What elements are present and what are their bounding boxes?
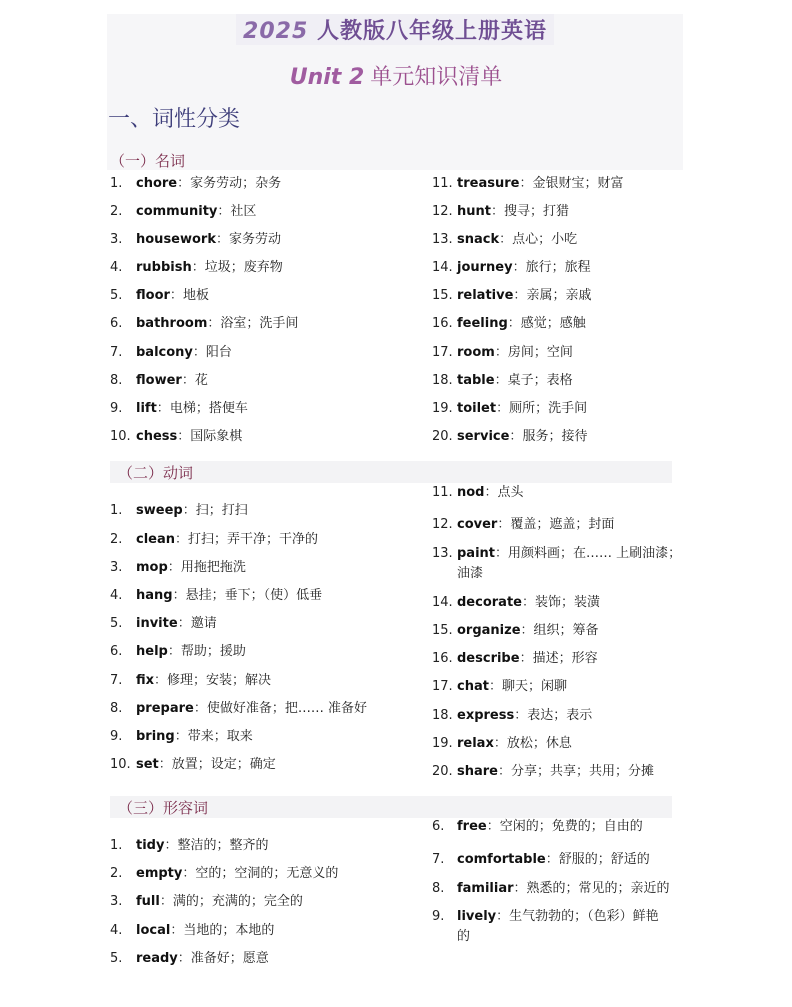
- item-number: 9.: [110, 401, 123, 416]
- item-number: 9.: [432, 909, 445, 924]
- english-word: share: [457, 764, 498, 779]
- vocab-item: [432, 258, 591, 278]
- separator: ：: [192, 345, 206, 360]
- document-title: [236, 14, 554, 45]
- chinese-meaning: 放置；设定；确定: [171, 757, 276, 772]
- english-word: mop: [136, 560, 168, 575]
- english-word: bring: [136, 729, 175, 744]
- chinese-meaning: 分享；共享；共用；分摊: [511, 764, 655, 779]
- item-number: 12.: [432, 204, 453, 219]
- vocab-item: [110, 614, 217, 634]
- chinese-meaning: 电梯；搭便车: [169, 401, 248, 416]
- separator: ：: [484, 485, 498, 500]
- chinese-meaning: 浴室；洗手间: [220, 316, 299, 331]
- item-number: 14.: [432, 595, 453, 610]
- english-word: hang: [136, 588, 173, 603]
- english-word: lift: [136, 401, 157, 416]
- english-word: paint: [457, 546, 496, 561]
- english-word: room: [457, 345, 495, 360]
- vocab-item: [432, 202, 569, 222]
- item-number: 4.: [110, 260, 123, 275]
- chinese-meaning: 厕所；洗手间: [509, 401, 588, 416]
- verbs-heading: （二）动词: [118, 464, 194, 482]
- chinese-meaning: 房间；空间: [507, 345, 573, 360]
- chinese-meaning: 搜寻；打猎: [504, 204, 570, 219]
- separator: ：: [216, 232, 230, 247]
- chinese-meaning: 旅行；旅程: [525, 260, 591, 275]
- item-number: 11.: [432, 485, 453, 500]
- english-word: feeling: [457, 316, 508, 331]
- chinese-meaning: 家务劳动: [229, 232, 282, 247]
- adjectives-heading: （三）形容词: [118, 799, 209, 817]
- separator: ：: [512, 260, 526, 275]
- chinese-meaning: 放松；休息: [506, 736, 572, 751]
- english-word: nod: [457, 485, 485, 500]
- meaning-continuation: 的: [457, 929, 471, 944]
- english-word: floor: [136, 288, 170, 303]
- item-number: 14.: [432, 260, 453, 275]
- vocab-item: [432, 371, 573, 391]
- chinese-meaning: 用拖把拖洗: [180, 560, 246, 575]
- item-number: 8.: [110, 373, 123, 388]
- section-heading: 一、词性分类: [108, 107, 241, 132]
- vocab-item: [432, 677, 567, 697]
- english-word: community: [136, 204, 218, 219]
- unit-label: Unit 2: [289, 65, 365, 90]
- vocab-item: [110, 586, 322, 606]
- document-subtitle: [276, 60, 516, 91]
- vocab-item: [110, 530, 318, 550]
- english-word: invite: [136, 616, 178, 631]
- subtitle-text: 单元知识清单: [370, 65, 503, 90]
- vocab-item: [110, 558, 246, 578]
- item-number: 15.: [432, 623, 453, 638]
- meaning-continuation: 油漆: [457, 566, 484, 581]
- english-word: organize: [457, 623, 521, 638]
- vocab-item: [432, 544, 681, 564]
- vocab-item: [432, 762, 654, 782]
- english-word: fix: [136, 673, 155, 688]
- vocab-item: [110, 202, 256, 222]
- english-word: familiar: [457, 881, 514, 896]
- english-word: chore: [136, 176, 178, 191]
- english-word: ready: [136, 951, 178, 966]
- english-word: rubbish: [136, 260, 192, 275]
- chinese-meaning: 整洁的；整齐的: [177, 838, 269, 853]
- item-number: 5.: [110, 288, 123, 303]
- english-word: chat: [457, 679, 489, 694]
- separator: ：: [520, 623, 534, 638]
- item-number: 6.: [110, 644, 123, 659]
- item-number: 3.: [110, 894, 123, 909]
- item-number: 7.: [110, 673, 123, 688]
- separator: ：: [509, 429, 523, 444]
- item-number: 16.: [432, 316, 453, 331]
- vocab-item: [432, 621, 599, 641]
- chinese-meaning: 家务劳动；杂务: [190, 176, 282, 191]
- vocab-item: [432, 174, 623, 194]
- vocab-item: [110, 642, 246, 662]
- vocab-item: [110, 699, 367, 719]
- separator: ：: [158, 757, 172, 772]
- item-number: 1.: [110, 503, 123, 518]
- separator: ：: [494, 345, 508, 360]
- english-word: relax: [457, 736, 494, 751]
- vocab-item: [432, 907, 659, 927]
- chinese-meaning: 金银财宝；财富: [532, 176, 624, 191]
- vocab-item: [110, 174, 281, 194]
- chinese-meaning: 社区: [230, 204, 257, 219]
- english-word: prepare: [136, 701, 194, 716]
- item-number: 7.: [110, 345, 123, 360]
- vocab-item: [432, 515, 614, 535]
- item-number: 6.: [110, 316, 123, 331]
- separator: ：: [507, 316, 521, 331]
- separator: ：: [493, 736, 507, 751]
- english-word: comfortable: [457, 852, 546, 867]
- separator: ：: [513, 288, 527, 303]
- english-word: set: [136, 757, 159, 772]
- english-word: clean: [136, 532, 176, 547]
- vocab-item: [110, 949, 269, 969]
- chinese-meaning: 覆盖；遮盖；封面: [510, 517, 615, 532]
- vocab-item: [110, 399, 248, 419]
- item-number: 19.: [432, 401, 453, 416]
- separator: ：: [177, 176, 191, 191]
- title-year: 2025: [243, 19, 309, 44]
- vocab-item: [110, 286, 209, 306]
- separator: ：: [498, 764, 512, 779]
- item-number: 1.: [110, 838, 123, 853]
- chinese-meaning: 悬挂；垂下；（使）低垂: [185, 588, 323, 603]
- item-number: 20.: [432, 429, 453, 444]
- chinese-meaning: 桌子；表格: [507, 373, 573, 388]
- separator: ：: [164, 838, 178, 853]
- english-word: help: [136, 644, 168, 659]
- english-word: flower: [136, 373, 182, 388]
- separator: ：: [496, 909, 510, 924]
- chinese-meaning: 当地的；本地的: [183, 923, 275, 938]
- separator: ：: [499, 232, 513, 247]
- vocab-item: [110, 427, 242, 447]
- item-number: 15.: [432, 288, 453, 303]
- separator: ：: [159, 894, 173, 909]
- vocab-item: [432, 734, 572, 754]
- separator: ：: [490, 204, 504, 219]
- english-word: housework: [136, 232, 216, 247]
- vocab-item: [110, 671, 271, 691]
- item-number: 1.: [110, 176, 123, 191]
- english-word: cover: [457, 517, 498, 532]
- item-number: 16.: [432, 651, 453, 666]
- vocab-item: [110, 921, 274, 941]
- separator: ：: [514, 708, 528, 723]
- vocab-item: [110, 314, 298, 334]
- separator: ：: [217, 204, 231, 219]
- chinese-meaning: 准备好；愿意: [190, 951, 269, 966]
- english-word: table: [457, 373, 495, 388]
- chinese-meaning: 组织；筹备: [533, 623, 599, 638]
- item-number: 8.: [110, 701, 123, 716]
- item-number: 7.: [432, 852, 445, 867]
- english-word: balcony: [136, 345, 193, 360]
- separator: ：: [182, 503, 196, 518]
- vocab-item: [432, 343, 573, 363]
- item-number: 13.: [432, 546, 453, 561]
- chinese-meaning: 聊天；闲聊: [501, 679, 567, 694]
- title-text: 人教版八年级上册英语: [308, 19, 547, 44]
- vocab-item: [432, 314, 586, 334]
- english-word: empty: [136, 866, 183, 881]
- item-number: 5.: [110, 951, 123, 966]
- separator: ：: [207, 316, 221, 331]
- chinese-meaning: 阳台: [205, 345, 232, 360]
- separator: ：: [495, 546, 509, 561]
- english-word: bathroom: [136, 316, 208, 331]
- separator: ：: [486, 819, 500, 834]
- english-word: describe: [457, 651, 520, 666]
- separator: ：: [170, 923, 184, 938]
- english-word: journey: [457, 260, 513, 275]
- separator: ：: [521, 595, 535, 610]
- item-number: 6.: [432, 819, 445, 834]
- english-word: service: [457, 429, 510, 444]
- separator: ：: [497, 517, 511, 532]
- english-word: relative: [457, 288, 514, 303]
- chinese-meaning: 带来；取来: [187, 729, 253, 744]
- english-word: free: [457, 819, 487, 834]
- chinese-meaning: 舒服的；舒适的: [558, 852, 650, 867]
- item-number: 3.: [110, 560, 123, 575]
- chinese-meaning: 垃圾；废弃物: [204, 260, 283, 275]
- vocab-item: [432, 427, 587, 447]
- separator: ：: [156, 401, 170, 416]
- chinese-meaning: 服务；接待: [522, 429, 588, 444]
- separator: ：: [519, 651, 533, 666]
- item-number: 13.: [432, 232, 453, 247]
- vocab-item: [432, 649, 598, 669]
- vocab-item: [432, 879, 670, 899]
- english-word: chess: [136, 429, 178, 444]
- chinese-meaning: 帮助；援助: [180, 644, 246, 659]
- english-word: sweep: [136, 503, 183, 518]
- separator: ：: [519, 176, 533, 191]
- vocab-item: [110, 755, 276, 775]
- english-word: tidy: [136, 838, 165, 853]
- vocab-item: [432, 483, 524, 503]
- separator: ：: [169, 288, 183, 303]
- english-word: express: [457, 708, 515, 723]
- item-number: 20.: [432, 764, 453, 779]
- item-number: 19.: [432, 736, 453, 751]
- chinese-meaning: 点心；小吃: [512, 232, 578, 247]
- separator: ：: [181, 373, 195, 388]
- item-number: 4.: [110, 923, 123, 938]
- separator: ：: [172, 588, 186, 603]
- vocab-item: [110, 892, 303, 912]
- chinese-meaning: 修理；安装；解决: [167, 673, 272, 688]
- chinese-meaning: 使做好准备；把…… 准备好: [206, 701, 367, 716]
- item-number: 3.: [110, 232, 123, 247]
- item-number: 2.: [110, 866, 123, 881]
- item-number: 17.: [432, 679, 453, 694]
- vocab-item: [110, 727, 253, 747]
- nouns-heading: （一）名词: [110, 152, 186, 170]
- vocab-item: [432, 850, 650, 870]
- separator: ：: [167, 560, 181, 575]
- item-number: 10.: [110, 757, 131, 772]
- chinese-meaning: 国际象棋: [190, 429, 243, 444]
- item-number: 5.: [110, 616, 123, 631]
- separator: ：: [177, 616, 191, 631]
- vocab-item: [110, 258, 283, 278]
- separator: ：: [496, 401, 510, 416]
- vocab-item: [110, 371, 208, 391]
- item-number: 9.: [110, 729, 123, 744]
- vocab-item: [432, 399, 587, 419]
- item-number: 8.: [432, 881, 445, 896]
- item-number: 12.: [432, 517, 453, 532]
- vocab-item: [110, 836, 268, 856]
- separator: ：: [513, 881, 527, 896]
- separator: ：: [494, 373, 508, 388]
- english-word: treasure: [457, 176, 520, 191]
- vocab-item: [432, 230, 577, 250]
- item-number: 10.: [110, 429, 131, 444]
- vocab-item: [110, 343, 232, 363]
- separator: ：: [193, 701, 207, 716]
- chinese-meaning: 地板: [182, 288, 209, 303]
- english-word: hunt: [457, 204, 491, 219]
- separator: ：: [488, 679, 502, 694]
- separator: ：: [177, 429, 191, 444]
- item-number: 2.: [110, 532, 123, 547]
- separator: ：: [545, 852, 559, 867]
- chinese-meaning: 感觉；感触: [520, 316, 586, 331]
- separator: ：: [174, 729, 188, 744]
- item-number: 2.: [110, 204, 123, 219]
- chinese-meaning: 装饰；装潢: [535, 595, 601, 610]
- vocab-item: [110, 230, 281, 250]
- chinese-meaning: 用颜料画；在…… 上刷油漆；: [508, 546, 682, 561]
- separator: ：: [175, 532, 189, 547]
- chinese-meaning: 点头: [497, 485, 524, 500]
- chinese-meaning: 扫；打扫: [195, 503, 248, 518]
- chinese-meaning: 花: [194, 373, 208, 388]
- chinese-meaning: 表达；表示: [527, 708, 593, 723]
- english-word: full: [136, 894, 160, 909]
- chinese-meaning: 亲属；亲戚: [526, 288, 592, 303]
- english-word: snack: [457, 232, 500, 247]
- item-number: 4.: [110, 588, 123, 603]
- item-number: 18.: [432, 708, 453, 723]
- chinese-meaning: 空的；空洞的；无意义的: [195, 866, 339, 881]
- separator: ：: [167, 644, 181, 659]
- vocab-item: [432, 706, 592, 726]
- english-word: toilet: [457, 401, 497, 416]
- vocab-item: [432, 286, 591, 306]
- chinese-meaning: 熟悉的；常见的；亲近的: [526, 881, 670, 896]
- vocab-item: [110, 864, 338, 884]
- chinese-meaning: 描述；形容: [532, 651, 598, 666]
- separator: ：: [177, 951, 191, 966]
- english-word: decorate: [457, 595, 522, 610]
- separator: ：: [182, 866, 196, 881]
- chinese-meaning: 空闲的；免费的；自由的: [499, 819, 643, 834]
- vocab-item: [432, 593, 600, 613]
- english-word: local: [136, 923, 171, 938]
- separator: ：: [154, 673, 168, 688]
- chinese-meaning: 邀请: [190, 616, 217, 631]
- item-number: 18.: [432, 373, 453, 388]
- vocab-item: [432, 817, 643, 837]
- chinese-meaning: 生气勃勃的；（色彩）鲜艳: [509, 909, 659, 924]
- vocab-item: [110, 501, 248, 521]
- separator: ：: [191, 260, 205, 275]
- english-word: lively: [457, 909, 497, 924]
- chinese-meaning: 打扫；弄干净；干净的: [188, 532, 319, 547]
- item-number: 11.: [432, 176, 453, 191]
- item-number: 17.: [432, 345, 453, 360]
- chinese-meaning: 满的；充满的；完全的: [172, 894, 303, 909]
